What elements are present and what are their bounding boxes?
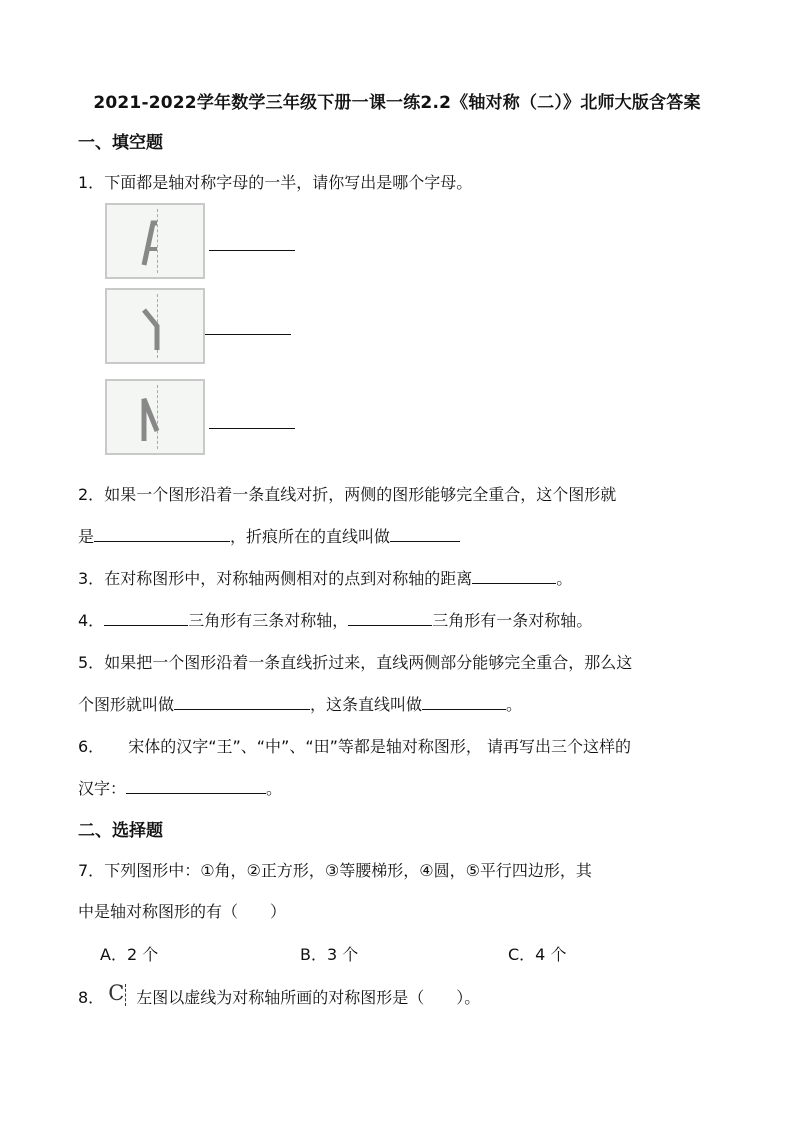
answer-blank-1c[interactable] xyxy=(209,428,295,429)
question-number: 1． xyxy=(78,173,105,192)
question-8 xyxy=(78,981,481,1008)
question-3 xyxy=(78,566,572,589)
question-6-line-2 xyxy=(78,776,282,799)
question-text: 中是轴对称图形的有（ ） xyxy=(78,902,287,921)
answer-blank-1b[interactable] xyxy=(205,334,291,335)
page-title: 2021-2022学年数学三年级下册一课一练2.2《轴对称（二）》北师大版含答案 xyxy=(93,93,701,113)
question-text: 。 xyxy=(506,695,523,714)
half-c-glyph: C xyxy=(108,981,125,1005)
question-number: 8． xyxy=(78,988,105,1007)
question-5 xyxy=(78,650,632,673)
answer-blank-4a[interactable] xyxy=(104,608,188,626)
question-4 xyxy=(78,608,592,631)
question-text: ，折痕所在的直线叫做 xyxy=(230,527,391,546)
half-letter-card-y xyxy=(105,288,205,364)
half-letter-a-icon xyxy=(107,205,207,281)
half-c-figure xyxy=(108,981,130,1006)
question-text: 汉字： xyxy=(78,779,127,798)
question-number: 7． xyxy=(78,861,105,880)
answer-blank-6[interactable] xyxy=(126,776,266,794)
half-letter-card-m xyxy=(105,379,205,455)
question-6 xyxy=(78,734,631,757)
question-text: 三角形有一条对称轴。 xyxy=(432,611,593,630)
question-text: 是 xyxy=(78,527,95,546)
question-text: 宋体的汉字“王”、“中”、“田”等都是轴对称图形， 请再写出三个这样的 xyxy=(128,737,632,756)
half-letter-m-icon xyxy=(107,381,207,457)
section-multiple-choice: 二、选择题 xyxy=(78,821,163,841)
question-number: 4． xyxy=(78,611,105,630)
option-b[interactable]: B．3 个 xyxy=(300,945,359,964)
answer-blank-4b[interactable] xyxy=(348,608,432,626)
question-2 xyxy=(78,482,616,505)
option-a[interactable]: A．2 个 xyxy=(100,945,159,964)
question-7-line-2 xyxy=(78,899,286,922)
question-number: 2． xyxy=(78,485,105,504)
answer-blank-5b[interactable] xyxy=(422,692,506,710)
question-text: 下列图形中：①角，②正方形，③等腰梯形，④圆，⑤平行四边形，其 xyxy=(104,861,592,880)
question-text: 在对称图形中，对称轴两侧相对的点到对称轴的距离 xyxy=(104,569,473,588)
question-2-line-2 xyxy=(78,524,460,547)
question-text: 如果一个图形沿着一条直线对折，两侧的图形能够完全重合，这个图形就 xyxy=(104,485,617,504)
question-5-line-2 xyxy=(78,692,522,715)
question-text: 。 xyxy=(266,779,283,798)
question-text: ，这条直线叫做 xyxy=(310,695,423,714)
question-number: 5． xyxy=(78,653,105,672)
answer-blank-2b[interactable] xyxy=(390,524,460,542)
question-text: 左图以虚线为对称轴所画的对称图形是（ ）。 xyxy=(136,988,481,1007)
answer-blank-5a[interactable] xyxy=(174,692,310,710)
question-number: 6． xyxy=(78,737,105,756)
question-text: 三角形有三条对称轴， xyxy=(188,611,349,630)
question-text: 。 xyxy=(556,569,573,588)
symmetry-axis xyxy=(125,984,126,1006)
question-number: 3． xyxy=(78,569,105,588)
option-c[interactable]: C．4 个 xyxy=(508,945,567,964)
answer-blank-3[interactable] xyxy=(472,566,556,584)
half-letter-card-a xyxy=(105,203,205,279)
question-7 xyxy=(78,858,592,881)
answer-blank-1a[interactable] xyxy=(209,250,295,251)
question-text: 个图形就叫做 xyxy=(78,695,175,714)
section-fill-in: 一、填空题 xyxy=(78,133,163,153)
half-letter-y-icon xyxy=(107,290,207,366)
answer-blank-2a[interactable] xyxy=(94,524,230,542)
question-1 xyxy=(78,170,472,193)
question-text: 如果把一个图形沿着一条直线折过来，直线两侧部分能够完全重合，那么这 xyxy=(104,653,633,672)
question-text: 下面都是轴对称字母的一半，请你写出是哪个字母。 xyxy=(104,173,473,192)
